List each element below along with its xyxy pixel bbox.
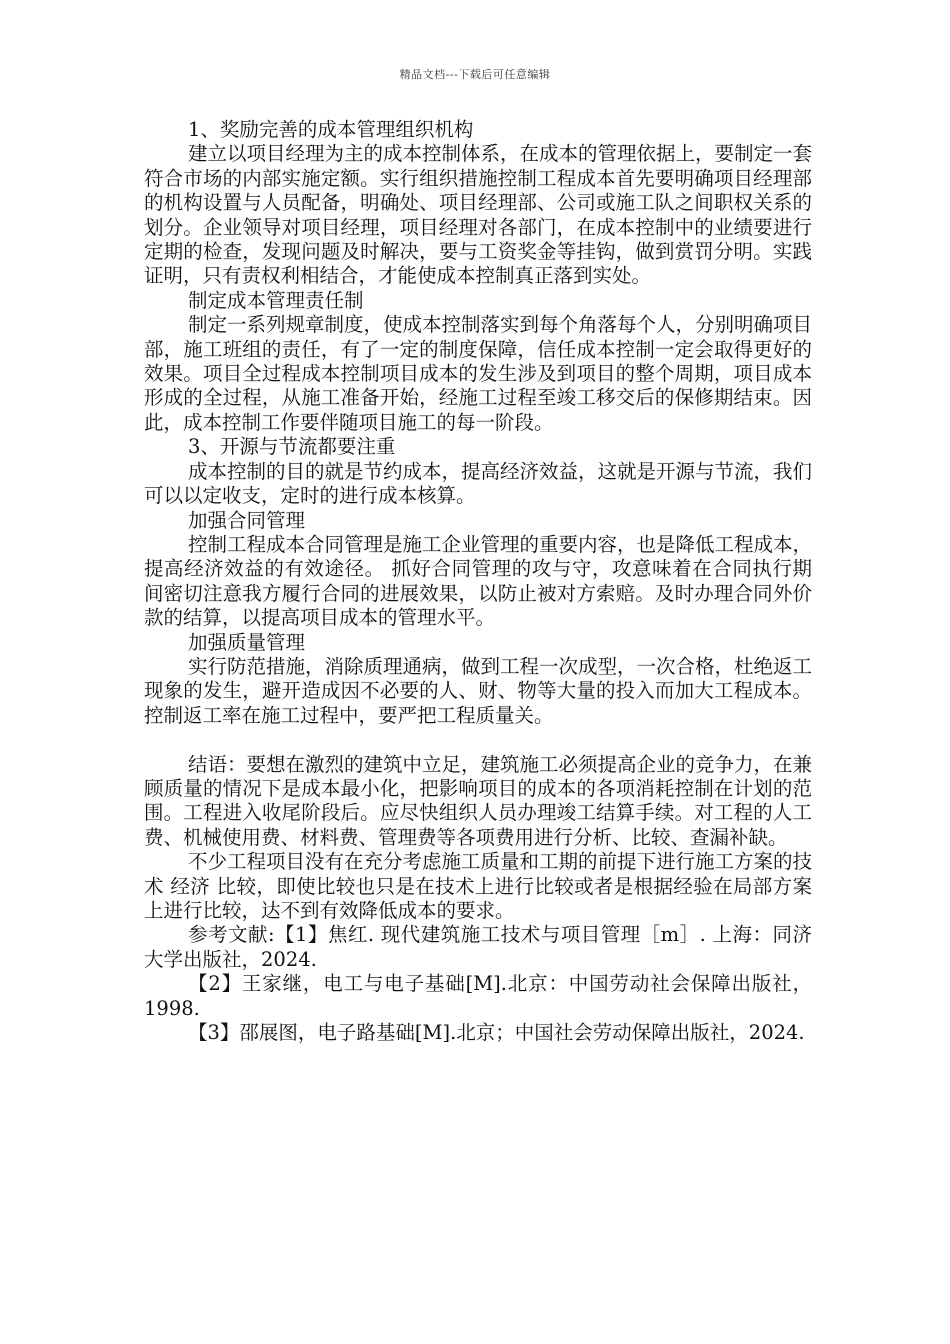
reference-item: 【3】邵展图，电子路基础[M].北京；中国社会劳动保障出版社，2024.: [188, 1021, 805, 1045]
document-body: [144, 118, 812, 1045]
conclusion-paragraph: 不少工程项目没有在充分考虑施工质量和工期的前提下进行施工方案的技术 经济 比较，即使比较也只是在技术上进行比较或者是根据经验在局部方案上进行比较，达不到有效降低成本的要求。: [144, 850, 813, 922]
body-paragraph: 实行防范措施，消除质理通病，做到工程一次成型，一次合格，杜绝返工现象的发生，避开造成因不必要的人、财、物等大量的投入而加大工程成本。控制返工率在施工过程中，要严把工程质量关。: [144, 654, 813, 727]
reference-item: 参考文献:【1】焦红. 现代建筑施工技术与项目管理［m］. 上海：同济大学出版社，2024.: [144, 923, 812, 971]
section-heading: 1、奖励完善的成本管理组织机构: [188, 118, 474, 141]
section-heading: 制定成本管理责任制: [188, 288, 364, 312]
reference-item: 【2】王家继，电工与电子基础[M].北京：中国劳动社会保障出版社，1998.: [144, 972, 812, 1020]
body-paragraph: 制定一系列规章制度，使成本控制落实到每个角落每个人，分别明确项目部，施工班组的责任，有了一定的制度保障，信任成本控制一定会取得更好的效果。项目全过程成本控制项目成本的发生涉及到项目的整个周期，项目成本形成的全过程，从施工准备开始，经施工过程至竣工移交后的保修期结束。因此，成本控制工作要伴随项目施工的每一阶段。: [144, 313, 813, 434]
page-header: 精品文档---下载后可任意编辑: [399, 68, 551, 81]
body-paragraph: 控制工程成本合同管理是施工企业管理的重要内容，也是降低工程成本，提高经济效益的有效途径。 抓好合同管理的攻与守，攻意味着在合同执行期间密切注意我方履行合同的进展效果，以防止被对方索赔。及时办理合同外价款的结算，以提高项目成本的管理水平。: [144, 532, 813, 630]
paragraph-spacer: [144, 728, 812, 752]
body-paragraph: 建立以项目经理为主的成本控制体系，在成本的管理依据上，要制定一套符合市场的内部实施定额。实行组织措施控制工程成本首先要明确项目经理部的机构设置与人员配备，明确处、项目经理部、公司或施工队之间职权关系的划分。企业领导对项目经理，项目经理对各部门，在成本控制中的业绩要进行定期的检查，发现问题及时解决，要与工资奖金等挂钩，做到赏罚分明。实践证明，只有责权利相结合，才能使成本控制真正落到实处。: [144, 142, 813, 288]
section-heading: 加强合同管理: [188, 508, 306, 532]
conclusion-paragraph: 结语：要想在激烈的建筑中立足，建筑施工必须提高企业的竞争力，在兼顾质量的情况下是成本最小化，把影响项目的成本的各项消耗控制在计划的范围。工程进入收尾阶段后。应尽快组织人员办理竣工结算手续。对工程的人工费、机械使用费、材料费、管理费等各项费用进行分析、比较、查漏补缺。: [144, 752, 813, 849]
section-heading: 3、开源与节流都要注重: [188, 435, 396, 459]
section-heading: 加强质量管理: [188, 630, 306, 654]
body-paragraph: 成本控制的目的就是节约成本，提高经济效益，这就是开源与节流，我们可以以定收支，定时的进行成本核算。: [144, 459, 813, 508]
